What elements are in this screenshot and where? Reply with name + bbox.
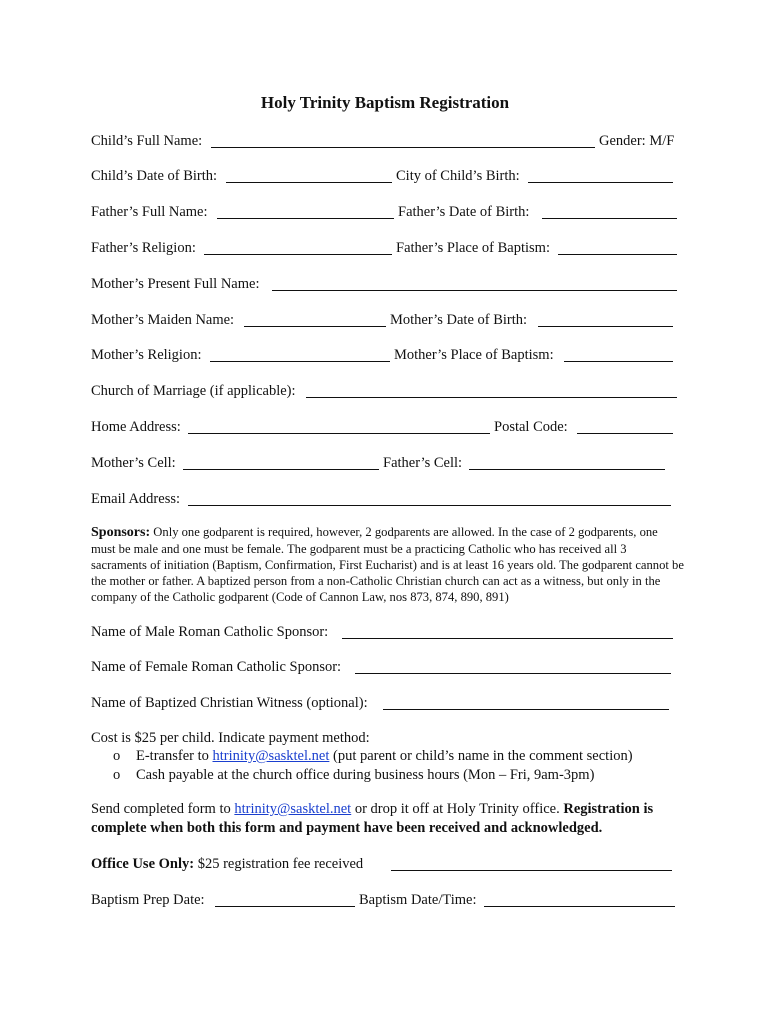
- row-child-name: [91, 131, 681, 151]
- row-church-marriage: [91, 381, 681, 401]
- mother-religion-label: Mother’s Religion:: [91, 347, 202, 363]
- church-marriage-field[interactable]: [306, 397, 677, 398]
- email-label: Email Address:: [91, 491, 181, 507]
- father-religion-label: Father’s Religion:: [91, 240, 196, 256]
- row-baptism-dates: [91, 890, 681, 910]
- father-religion-field[interactable]: [204, 254, 392, 255]
- etransfer-note: (put parent or child’s name in the comment section): [329, 748, 633, 764]
- row-cell-phones: [91, 453, 681, 473]
- postal-code-label: Postal Code:: [494, 419, 568, 435]
- male-sponsor-field[interactable]: [342, 638, 673, 639]
- bullet-icon: o: [113, 767, 121, 783]
- row-office-use: [91, 854, 681, 874]
- row-mother-maiden: [91, 310, 681, 330]
- gender-label: Gender: M/F: [599, 133, 675, 149]
- send-text: Send completed form to: [91, 801, 235, 817]
- bullet-icon: o: [113, 748, 121, 764]
- office-use-label: Office Use Only:: [91, 856, 195, 872]
- mother-maiden-label: Mother’s Maiden Name:: [91, 312, 235, 328]
- row-mother-religion: [91, 345, 681, 365]
- witness-field[interactable]: [383, 709, 669, 710]
- send-mid: or drop it off at Holy Trinity office.: [351, 801, 564, 817]
- home-address-label: Home Address:: [91, 419, 181, 435]
- child-name-field[interactable]: [211, 147, 595, 148]
- city-birth-field[interactable]: [528, 182, 673, 183]
- father-baptism-field[interactable]: [558, 254, 677, 255]
- female-sponsor-field[interactable]: [355, 673, 671, 674]
- mother-maiden-field[interactable]: [244, 326, 386, 327]
- father-dob-label: Father’s Date of Birth:: [398, 204, 530, 220]
- row-home-address: [91, 417, 681, 437]
- row-mother-present: [91, 274, 681, 294]
- etransfer-email-link[interactable]: htrinity@sasktel.net: [212, 748, 330, 764]
- baptism-date-field[interactable]: [484, 906, 675, 907]
- child-dob-label: Child’s Date of Birth:: [91, 168, 218, 184]
- mother-dob-label: Mother’s Date of Birth:: [390, 312, 528, 328]
- postal-code-field[interactable]: [577, 433, 673, 434]
- row-father-name: [91, 202, 681, 222]
- father-cell-label: Father’s Cell:: [383, 455, 463, 471]
- witness-label: Name of Baptized Christian Witness (optional):: [91, 695, 368, 711]
- father-baptism-label: Father’s Place of Baptism:: [396, 240, 550, 256]
- fee-received-field[interactable]: [391, 870, 672, 871]
- row-female-sponsor: [91, 657, 681, 677]
- etransfer-option: [136, 747, 633, 766]
- father-dob-field[interactable]: [542, 218, 677, 219]
- cash-option: Cash payable at the church office during business hours (Mon – Fri, 9am-3pm): [136, 767, 595, 783]
- payment-section: [91, 729, 691, 789]
- mother-present-field[interactable]: [272, 290, 677, 291]
- father-name-label: Father’s Full Name:: [91, 204, 208, 220]
- row-father-religion: [91, 238, 681, 258]
- send-email-link[interactable]: htrinity@sasktel.net: [234, 801, 352, 817]
- email-field[interactable]: [188, 505, 671, 506]
- payment-intro: Cost is $25 per child. Indicate payment method:: [91, 730, 370, 746]
- father-cell-field[interactable]: [469, 469, 665, 470]
- home-address-field[interactable]: [188, 433, 490, 434]
- mother-dob-field[interactable]: [538, 326, 673, 327]
- registration-fee-text: $25 registration fee received: [194, 856, 364, 872]
- row-child-dob: [91, 166, 681, 186]
- send-instructions: [91, 800, 685, 838]
- city-birth-label: City of Child’s Birth:: [396, 168, 520, 184]
- etransfer-text: E-transfer to: [136, 748, 213, 764]
- row-male-sponsor: [91, 622, 681, 642]
- row-witness: [91, 693, 681, 713]
- church-marriage-label: Church of Marriage (if applicable):: [91, 383, 296, 399]
- father-name-field[interactable]: [217, 218, 394, 219]
- mother-baptism-label: Mother’s Place of Baptism:: [394, 347, 554, 363]
- mother-cell-label: Mother’s Cell:: [91, 455, 176, 471]
- child-dob-field[interactable]: [226, 182, 392, 183]
- prep-date-field[interactable]: [215, 906, 355, 907]
- prep-date-label: Baptism Prep Date:: [91, 892, 205, 908]
- mother-cell-field[interactable]: [183, 469, 379, 470]
- row-email: [91, 489, 681, 509]
- male-sponsor-label: Name of Male Roman Catholic Sponsor:: [91, 624, 329, 640]
- mother-present-label: Mother’s Present Full Name:: [91, 276, 260, 292]
- office-use-line: [91, 854, 363, 874]
- sponsors-heading: Sponsors:: [91, 525, 151, 540]
- registration-complete-note: Registration is complete when both this form and payment have been received and acknowledged.: [91, 801, 654, 836]
- child-name-label: Child’s Full Name:: [91, 133, 203, 149]
- form-title: Holy Trinity Baptism Registration: [260, 93, 510, 112]
- sponsors-paragraph: [91, 524, 685, 605]
- mother-religion-field[interactable]: [210, 361, 390, 362]
- mother-baptism-field[interactable]: [564, 361, 673, 362]
- baptism-date-label: Baptism Date/Time:: [359, 892, 477, 908]
- female-sponsor-label: Name of Female Roman Catholic Sponsor:: [91, 659, 342, 675]
- sponsors-text: Only one godparent is required, however, 2 godparents are allowed. In the case of 2 godparents, one must be male and one must be female. The godparent must be a practicing Catholic who has received all 3 sacraments of initiation (Baptism, Confirmation, First Eucharist) and is at least 16 years old. The godparent cannot be the mother or father. A baptized person from a non-Catholic Christian church can act as a witness, but only in the company of the Catholic godparent (Code of Cannon Law, nos 873, 874, 890, 891): [91, 525, 684, 604]
